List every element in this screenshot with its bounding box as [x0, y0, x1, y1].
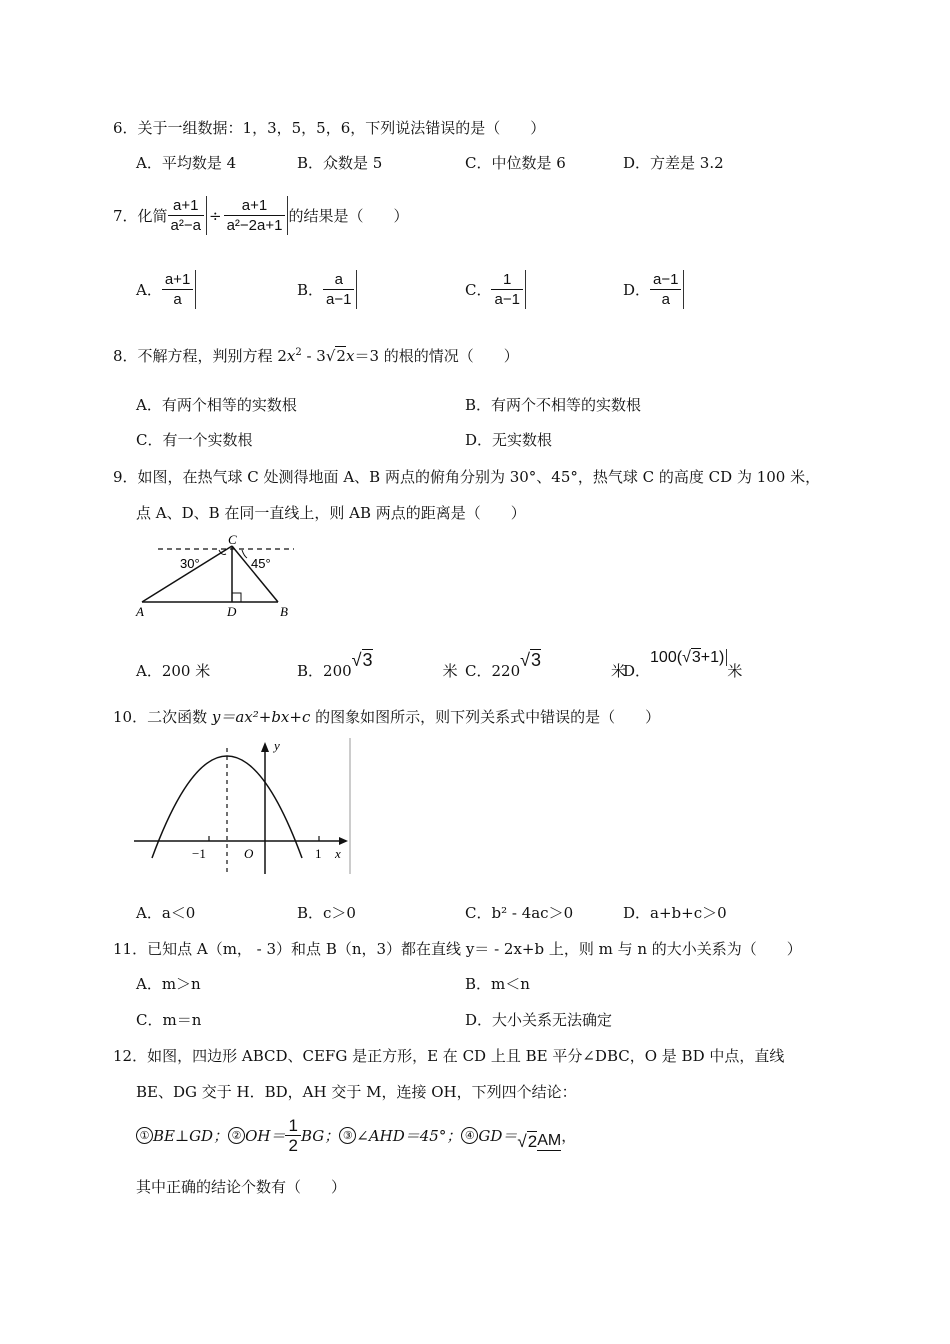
q7-a-num: a+1 — [162, 270, 193, 290]
q6-option-b[interactable]: B．众数是 5 — [297, 154, 383, 172]
q7-c-num: 1 — [491, 270, 522, 290]
q12-c4-post: AM — [537, 1132, 562, 1149]
q9-option-b[interactable]: B．200√3米 — [297, 650, 458, 680]
q12-line1: 12．如图，四边形 ABCD、CEFG 是正方形，E 在 CD 上且 BE 平分∠DBC，O 是 BD 中点，直线 — [113, 1047, 785, 1065]
q7-b-num: a — [323, 270, 354, 290]
q12-c1-num: ① — [136, 1127, 153, 1144]
q7-option-d[interactable] — [623, 270, 684, 309]
q7-b-den: a−1 — [326, 291, 352, 308]
q7-a-frac — [162, 270, 196, 309]
q10-option-c[interactable]: C．b² - 4ac＞0 — [465, 904, 574, 922]
q8-sup: 2 — [295, 347, 302, 358]
q10-figure — [134, 736, 354, 876]
q7-b-frac — [323, 270, 357, 309]
q11-option-b[interactable]: B．m＜n — [465, 975, 530, 993]
q7-c-den: a−1 — [494, 291, 520, 308]
q8-stem-pre: 8．不解方程，判别方程 2 — [113, 347, 287, 365]
q10-stem-pre: 10．二次函数 — [113, 708, 212, 726]
q9-arc-45 — [242, 550, 247, 558]
q7-d-den: a — [661, 291, 670, 308]
q6-option-a[interactable]: A．平均数是 4 — [136, 154, 237, 172]
q9-d-root: 3 — [691, 649, 701, 666]
q12-c2-num: ② — [228, 1127, 245, 1144]
q9-c-unit: 米 — [611, 662, 627, 680]
q11-stem: 11．已知点 A（m， - 3）和点 B（n，3）都在直线 y＝ - 2x+b 上，则 m 与 n 的大小关系为（ ） — [113, 940, 802, 958]
q8-option-d[interactable]: D．无实数根 — [465, 431, 553, 449]
q8-mid: - 3 — [301, 347, 326, 365]
q8-option-c[interactable]: C．有一个实数根 — [136, 431, 253, 449]
q9-b-pre: B．200 — [297, 662, 352, 680]
q10-label-o: O — [244, 846, 254, 861]
q9-d-unit: 米 — [727, 662, 743, 680]
q10-x-arrow — [339, 837, 348, 845]
q8-x2: x — [345, 347, 355, 365]
q12-c2-post: BG； — [300, 1127, 340, 1145]
q10-option-a[interactable]: A．a＜0 — [136, 904, 196, 922]
q7-d-num: a−1 — [650, 270, 681, 290]
q9-c-pre: C．220 — [465, 662, 521, 680]
q12-c2-num: 1 — [285, 1116, 300, 1136]
q10-y-arrow — [261, 742, 269, 752]
q6-stem: 6．关于一组数据：1，3，5，5，6，下列说法错误的是（ ） — [113, 119, 546, 137]
q9-line1: 9．如图，在热气球 C 处测得地面 A、B 两点的俯角分别为 30°、45°，热气球 C 的高度 CD 为 100 米， — [113, 468, 821, 486]
q9-option-c[interactable]: C．220√3米 — [465, 650, 627, 680]
q8-root: 2 — [336, 347, 346, 365]
q11-option-d[interactable]: D．大小关系无法确定 — [465, 1011, 613, 1029]
q7-option-b[interactable] — [297, 270, 357, 309]
q7-label: 7．化简 — [113, 207, 168, 225]
q12-c3: ∠AHD＝45°； — [356, 1127, 462, 1145]
q8-post: ＝3 的根的情况（ ） — [354, 347, 519, 365]
q7-f2-num: a+1 — [224, 196, 286, 216]
q9-option-a[interactable]: A．200 米 — [136, 662, 211, 680]
q10-option-b[interactable]: B．c＞0 — [297, 904, 356, 922]
q12-line2: BE、DG 交于 H．BD，AH 交于 M，连接 OH，下列四个结论： — [136, 1083, 577, 1101]
q7-a-den: a — [173, 291, 182, 308]
q7-f1-num: a+1 — [168, 196, 204, 216]
q12-c4-num: ④ — [461, 1127, 478, 1144]
q12-c1: BE⊥GD； — [153, 1127, 229, 1145]
q7-fraction-2 — [224, 196, 289, 235]
q10-stem-eq: y＝ax²+bx+c — [211, 708, 311, 726]
q7-option-a[interactable] — [136, 270, 196, 309]
q12-c4-pre: GD＝ — [478, 1127, 518, 1145]
q7-f2-den: a²−2a+1 — [226, 217, 283, 234]
q7-stem — [113, 196, 408, 235]
q7-d-label: D． — [623, 281, 651, 299]
q11-option-a[interactable]: A．m＞n — [136, 975, 201, 993]
q10-label-x: x — [335, 846, 341, 861]
q9-label-a: A — [136, 604, 144, 619]
q9-label-b: B — [280, 604, 288, 619]
q7-fraction-1 — [168, 196, 207, 235]
q10-option-d[interactable]: D．a+b+c＞0 — [623, 904, 727, 922]
q9-label-d: D — [227, 604, 237, 619]
q8-x: x — [286, 347, 296, 365]
q8-stem: 8．不解方程，判别方程 $2x^2 - 3√2x=3$ 的根的情况（ ） — [113, 347, 519, 365]
q12-line4: 其中正确的结论个数有（ ） — [136, 1178, 347, 1196]
q11-option-c[interactable]: C．m＝n — [136, 1011, 202, 1029]
q10-stem — [113, 706, 660, 727]
q9-line-cb — [232, 546, 278, 602]
q9-b-unit: 米 — [442, 662, 458, 680]
q12-c2-frac — [285, 1116, 300, 1155]
q9-c-root: 3 — [531, 650, 542, 670]
q12-c2-pre: OH＝ — [245, 1127, 286, 1145]
q9-label-30: 30° — [180, 556, 200, 571]
q7-d-frac — [650, 270, 684, 309]
q9-right-angle — [232, 593, 241, 602]
q12-c3-num: ③ — [339, 1127, 356, 1144]
q10-label-y: y — [274, 738, 280, 753]
q7-divide: ÷ — [209, 206, 222, 225]
q7-b-label: B． — [297, 281, 324, 299]
q9-option-d[interactable]: D．100(√3+1)米 — [623, 649, 743, 680]
q9-line-ca — [142, 546, 232, 602]
q12-c4-root: 2 — [527, 1131, 538, 1151]
q9-d-pre: D． — [623, 662, 651, 680]
q12-c2-den: 2 — [288, 1136, 298, 1155]
q9-b-root: 3 — [362, 650, 373, 670]
q9-d-expr1: 100( — [650, 649, 683, 666]
q9-d-expr2: +1) — [701, 649, 728, 666]
q12-c4-end: ， — [561, 1127, 577, 1145]
q9-line2: 点 A、D、B 在同一直线上，则 AB 两点的距离是（ ） — [136, 504, 526, 522]
q10-label-neg1: −1 — [192, 846, 206, 861]
q9-figure — [134, 532, 294, 620]
q6-option-c[interactable]: C．中位数是 6 — [465, 154, 566, 172]
q7-f1-den: a²−a — [170, 217, 201, 234]
q8-option-b[interactable]: B．有两个不相等的实数根 — [465, 396, 642, 414]
q6-option-d[interactable]: D．方差是 3.2 — [623, 154, 724, 172]
q7-tail: 的结果是（ ） — [288, 207, 409, 225]
q10-label-1: 1 — [315, 846, 322, 861]
q9-label-45: 45° — [251, 556, 271, 571]
q7-a-label: A． — [136, 281, 162, 299]
q9-label-c: C — [228, 532, 237, 547]
q7-option-c[interactable] — [465, 270, 526, 309]
q10-stem-post: 的图象如图所示，则下列关系式中错误的是（ ） — [310, 708, 661, 726]
q8-option-a[interactable]: A．有两个相等的实数根 — [136, 396, 297, 414]
q12-conclusions: ① BE⊥GD； ② OH＝ $\frac{1}{2}$ BG； ③ ∠AHD＝45°； ④ GD＝ √2 AM ， — [136, 1116, 576, 1155]
q7-c-frac — [491, 270, 525, 309]
q7-c-label: C． — [465, 281, 492, 299]
